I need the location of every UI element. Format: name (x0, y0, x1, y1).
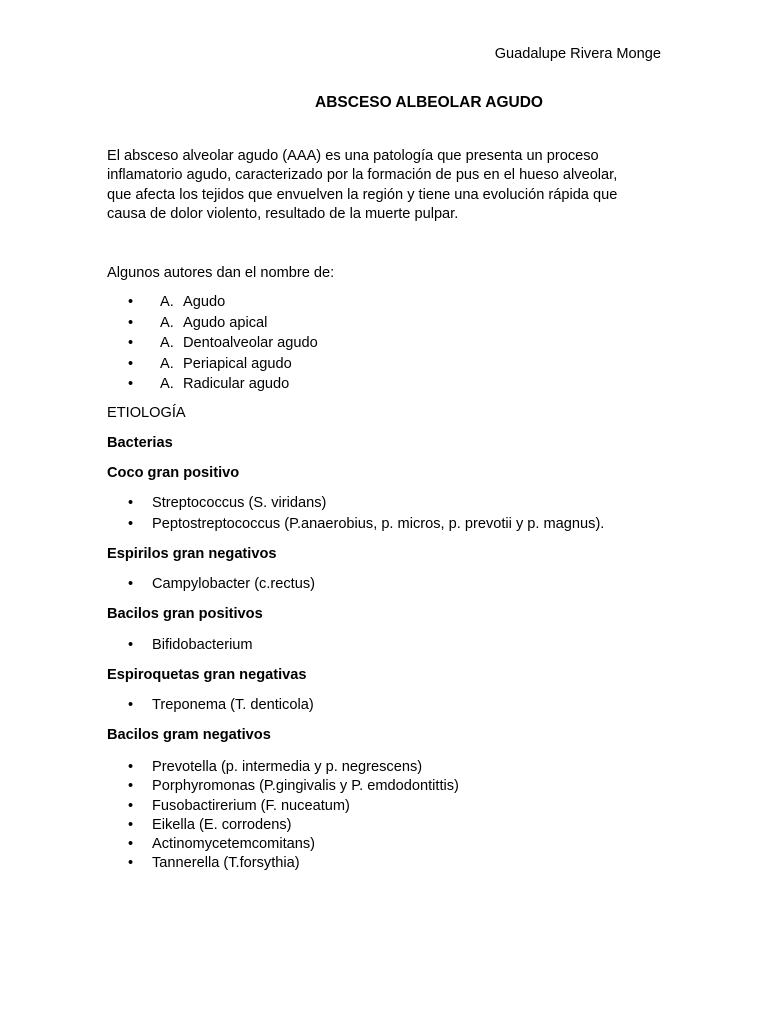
document-title: ABSCESO ALBEOLAR AGUDO (315, 94, 543, 111)
item-text: Treponema (T. denticola) (152, 697, 314, 713)
etiology-heading: ETIOLOGÍA (107, 405, 186, 421)
item-text: Fusobactirerium (F. nuceatum) (152, 797, 350, 814)
bullet-icon: • (128, 836, 134, 853)
bullet-icon: • (128, 697, 134, 713)
item-letter: A. (160, 376, 174, 393)
group-heading: Bacilos gran positivos (107, 606, 263, 622)
item-text: Bifidobacterium (152, 637, 253, 653)
item-letter: A. (160, 335, 174, 352)
intro-paragraph (107, 147, 667, 224)
item-text: Prevotella (p. intermedia y p. negrescens) (152, 759, 423, 775)
intro-line: El absceso alveolar agudo (AAA) es una patología que presenta un proceso (107, 148, 599, 164)
bullet-icon: • (128, 515, 134, 532)
author-name: Guadalupe Rivera Monge (494, 46, 661, 62)
item-letter: A. (160, 294, 174, 310)
bullet-icon: • (128, 495, 134, 511)
bullet-icon: • (128, 335, 134, 352)
bullet-icon: • (128, 759, 134, 775)
item-text: Agudo (183, 294, 226, 310)
item-text: Eikella (E. corrodens) (152, 816, 292, 833)
bullet-icon: • (128, 376, 134, 393)
bullet-icon: • (128, 855, 134, 872)
bullet-icon: • (128, 576, 134, 592)
bullet-icon: • (128, 816, 134, 833)
group-heading: Coco gran positivo (107, 465, 240, 481)
group-heading: Espirilos gran negativos (107, 546, 277, 562)
item-text: Periapical agudo (183, 355, 292, 372)
bacteria-heading: Bacterias (107, 435, 173, 451)
item-text: Agudo apical (183, 314, 268, 331)
document-body (107, 147, 667, 872)
item-letter: A. (160, 314, 174, 331)
item-text: Radicular agudo (183, 376, 290, 393)
item-letter: A. (160, 355, 174, 372)
item-text: Actinomycetemcomitans) (152, 836, 316, 853)
item-text: Porphyromonas (P.gingivalis y P. emdodontittis) (152, 778, 459, 795)
bullet-icon: • (128, 797, 134, 814)
item-text: Streptococcus (S. viridans) (152, 495, 327, 511)
bullet-icon: • (128, 778, 134, 795)
bullet-icon: • (128, 314, 134, 331)
group-heading: Espiroquetas gran negativas (107, 667, 307, 683)
intro-line: que afecta los tejidos que envuelven la región y tiene una evolución rápida que (107, 186, 618, 203)
intro-line: causa de dolor violento, resultado de la muerte pulpar. (107, 205, 459, 222)
item-text: Dentoalveolar agudo (183, 335, 318, 352)
bullet-icon: • (128, 637, 134, 653)
group-heading: Bacilos gram negativos (107, 727, 271, 743)
bullet-icon: • (128, 355, 134, 372)
intro-line: inflamatorio agudo, caracterizado por la formación de pus en el hueso alveolar, (107, 167, 618, 184)
item-text: Campylobacter (c.rectus) (152, 576, 316, 592)
item-text: Tannerella (T.forsythia) (152, 855, 300, 872)
bullet-icon: • (128, 294, 134, 310)
names-lead: Algunos autores dan el nombre de: (107, 265, 335, 281)
item-text: Peptostreptococcus (P.anaerobius, p. micros, p. prevotii y p. magnus). (152, 515, 605, 532)
